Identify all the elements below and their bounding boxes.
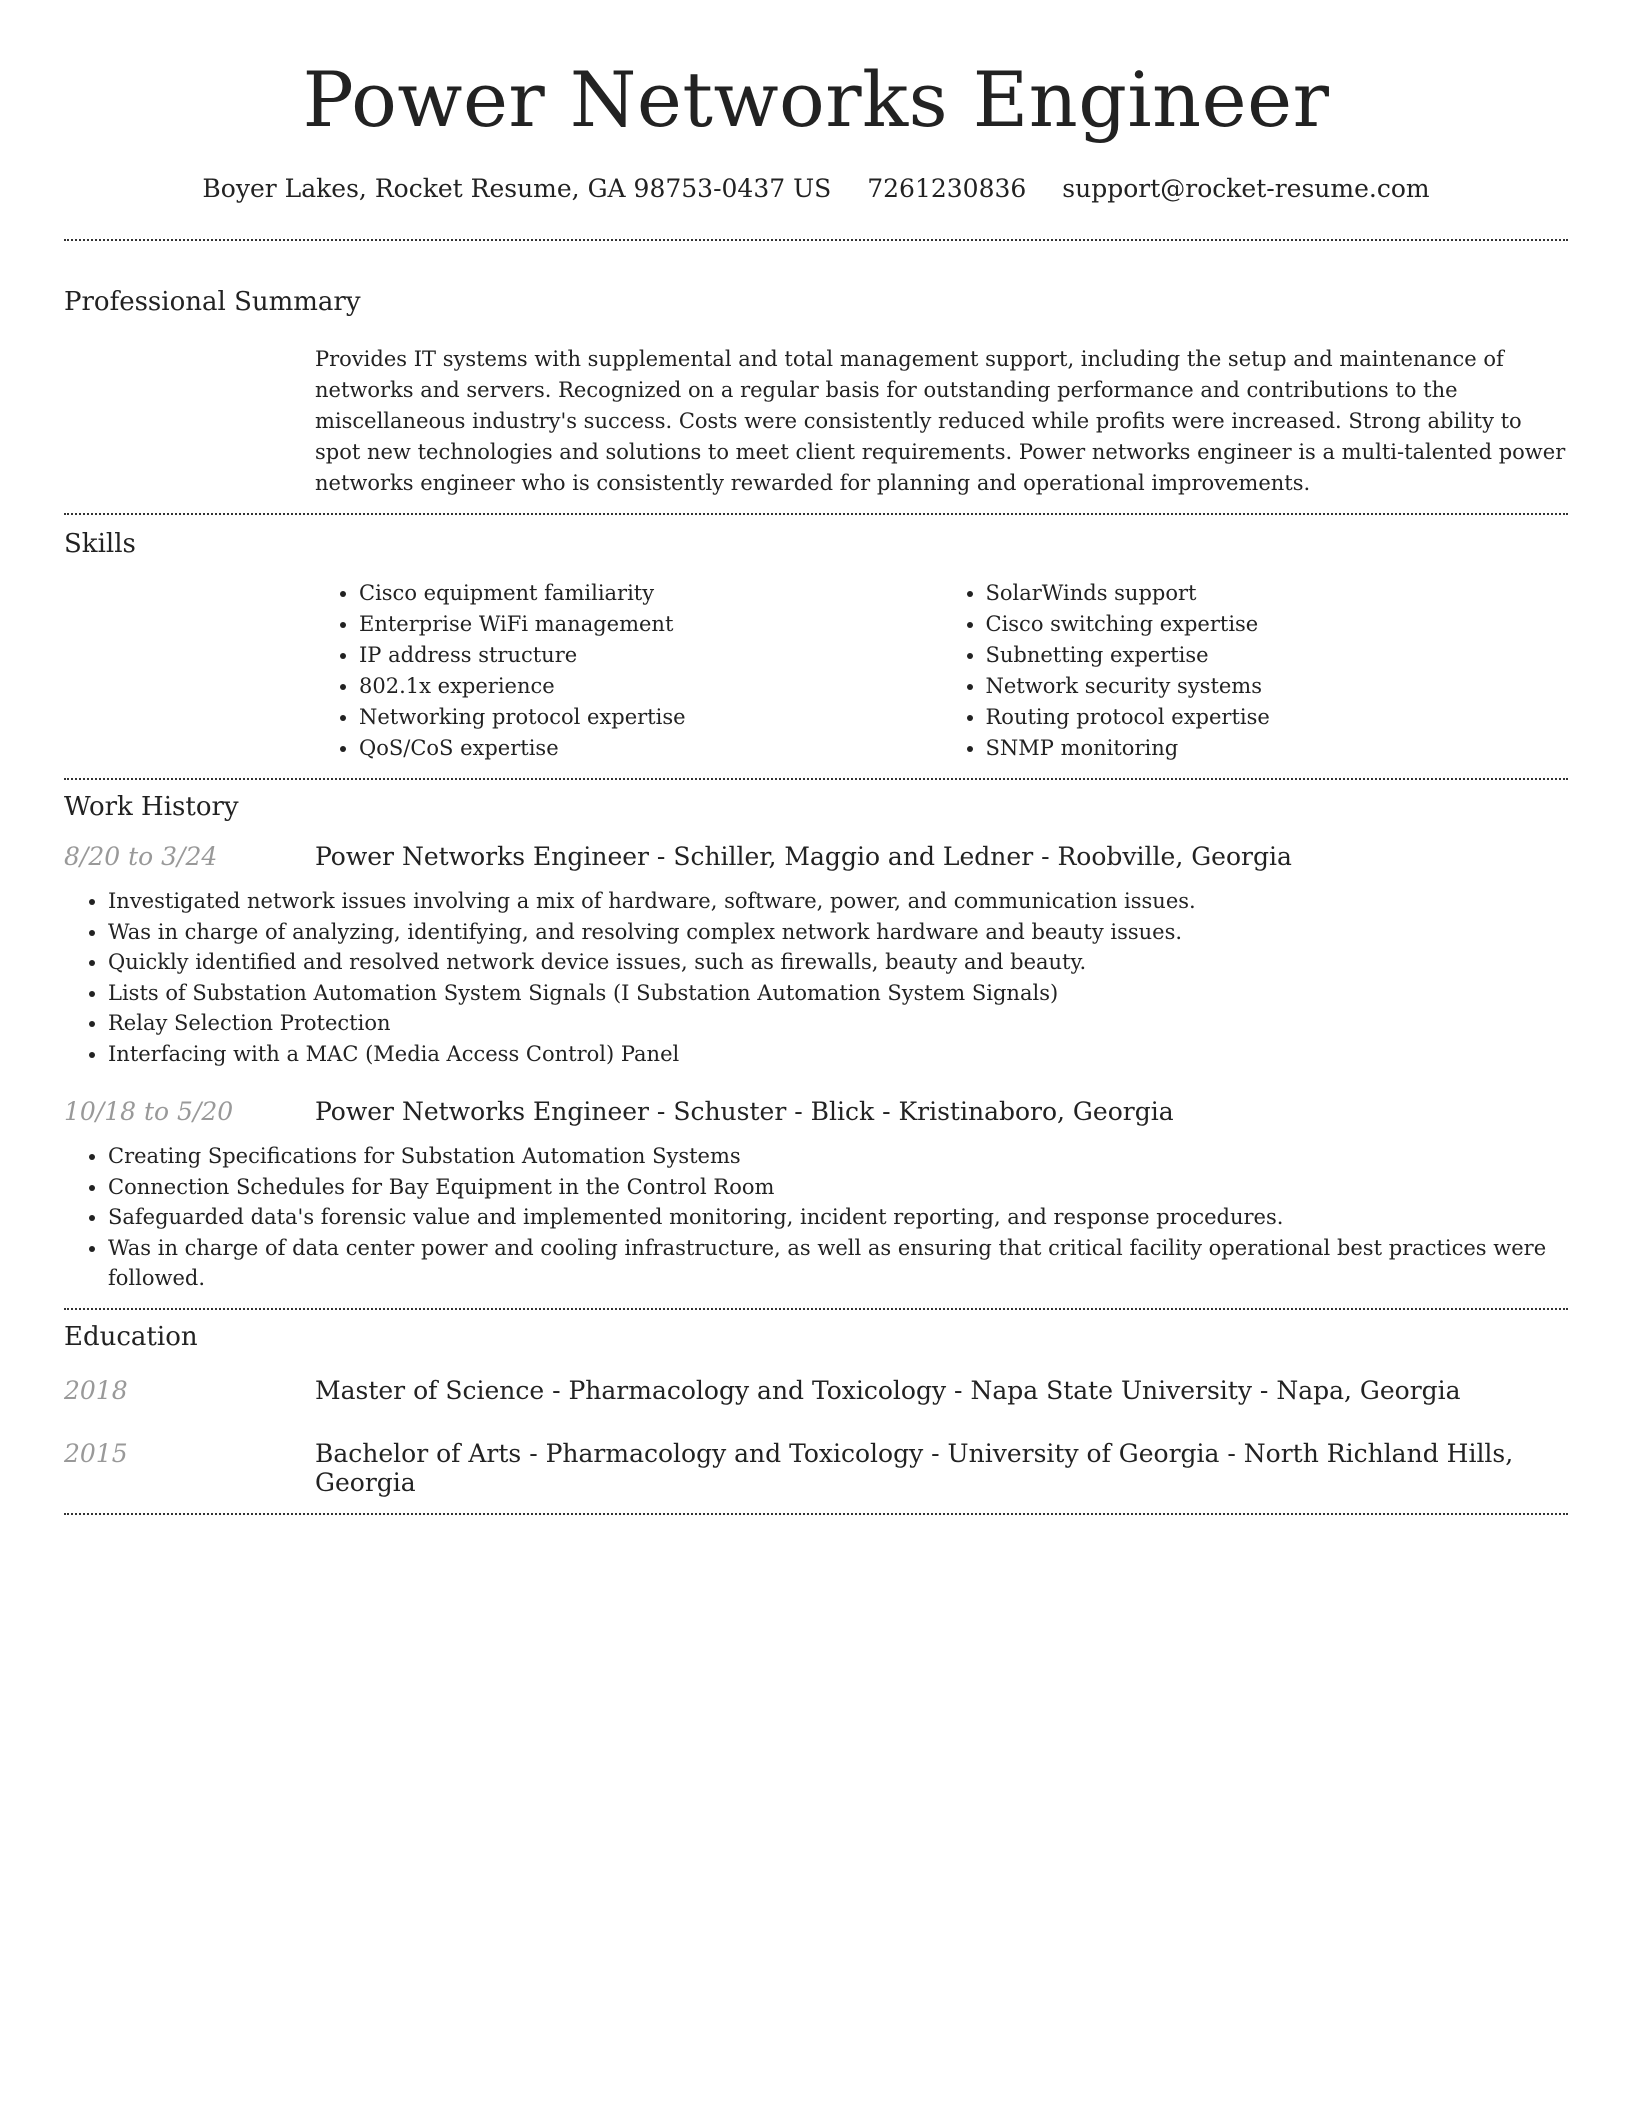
job-bullet: • Lists of Substation Automation System Signals (I Substation Automation System Signals) [108, 978, 1568, 1009]
skill-item: • IP address structure [359, 640, 942, 671]
skill-item: • Network security systems [986, 671, 1569, 702]
skills-column-right [942, 578, 1569, 764]
job-bullet: • Relay Selection Protection [108, 1008, 1568, 1039]
job-bullet: • Connection Schedules for Bay Equipment in the Control Room [108, 1172, 1568, 1203]
job-bullets [64, 1141, 1568, 1294]
summary-text: Provides IT systems with supplemental and total management support, including the setup and maintenance of networks and servers. Recognized on a regular basis for outstanding performance and contributions to the miscellaneous industry's success. Costs were consistently reduced while profits were increased. Strong ability to spot new technologies and solutions to meet client requirements. Power networks engineer is a multi-talented power networks engineer who is consistently rewarded for planning and operational improvements. [315, 347, 1566, 495]
contact-phone: 7261230836 [867, 174, 1027, 203]
skill-item: • Subnetting expertise [986, 640, 1569, 671]
skill-item: • Cisco equipment familiarity [359, 578, 942, 609]
education-text: Bachelor of Arts - Pharmacology and Toxicology - University of Georgia - North Richland Hills, Georgia [315, 1438, 1514, 1497]
job-bullet: • Interfacing with a MAC (Media Access Control) Panel [108, 1039, 1568, 1070]
education-year: 2018 [64, 1375, 128, 1405]
summary-heading: Professional Summary [64, 287, 361, 317]
contact-address: Boyer Lakes, Rocket Resume, GA 98753-0437 US [202, 174, 832, 203]
skills-list [315, 578, 1568, 764]
skill-item: • Enterprise WiFi management [359, 609, 942, 640]
divider [64, 1308, 1568, 1310]
contact-line [64, 174, 1568, 203]
job-bullet: • Was in charge of analyzing, identifying, and resolving complex network hardware and beauty issues. [108, 917, 1568, 948]
contact-email: support@rocket-resume.com [1062, 174, 1430, 203]
skill-item: • Networking protocol expertise [359, 702, 942, 733]
work-heading: Work History [64, 792, 239, 822]
divider [64, 239, 1568, 241]
divider [64, 778, 1568, 780]
skill-item: • Routing protocol expertise [986, 702, 1569, 733]
job-dates: 8/20 to 3/24 [64, 842, 218, 871]
skill-item: • SNMP monitoring [986, 733, 1569, 764]
job-heading: Power Networks Engineer - Schiller, Maggio and Ledner - Roobville, Georgia [315, 842, 1292, 871]
job-bullet: • Investigated network issues involving a mix of hardware, software, power, and communication issues. [108, 886, 1568, 917]
education-entry [64, 1439, 1568, 1497]
skill-item: • QoS/CoS expertise [359, 733, 942, 764]
divider [64, 513, 1568, 515]
education-text: Master of Science - Pharmacology and Toxicology - Napa State University - Napa, Georgia [315, 1375, 1461, 1405]
education-year: 2015 [64, 1438, 128, 1468]
job-bullet: • Was in charge of data center power and cooling infrastructure, as well as ensuring that critical facility operational best practices were followed. [108, 1233, 1568, 1294]
education-entry [64, 1376, 1568, 1405]
job-entry [64, 842, 1568, 1069]
job-bullet: • Safeguarded data's forensic value and implemented monitoring, incident reporting, and response procedures. [108, 1202, 1568, 1233]
skill-item: • 802.1x experience [359, 671, 942, 702]
job-bullets [64, 886, 1568, 1069]
education-heading: Education [64, 1321, 198, 1352]
job-entry [64, 1097, 1568, 1294]
candidate-name: Power Networks Engineer [302, 55, 1330, 144]
resume-page [64, 0, 1568, 1515]
job-bullet: • Creating Specifications for Substation Automation Systems [108, 1141, 1568, 1172]
divider [64, 1513, 1568, 1515]
skills-heading: Skills [64, 529, 136, 559]
job-dates: 10/18 to 5/20 [64, 1097, 234, 1126]
skills-column-left [315, 578, 942, 764]
job-heading: Power Networks Engineer - Schuster - Blick - Kristinaboro, Georgia [315, 1097, 1174, 1126]
skill-item: • SolarWinds support [986, 578, 1569, 609]
skill-item: • Cisco switching expertise [986, 609, 1569, 640]
job-bullet: • Quickly identified and resolved network device issues, such as firewalls, beauty and beauty. [108, 947, 1568, 978]
